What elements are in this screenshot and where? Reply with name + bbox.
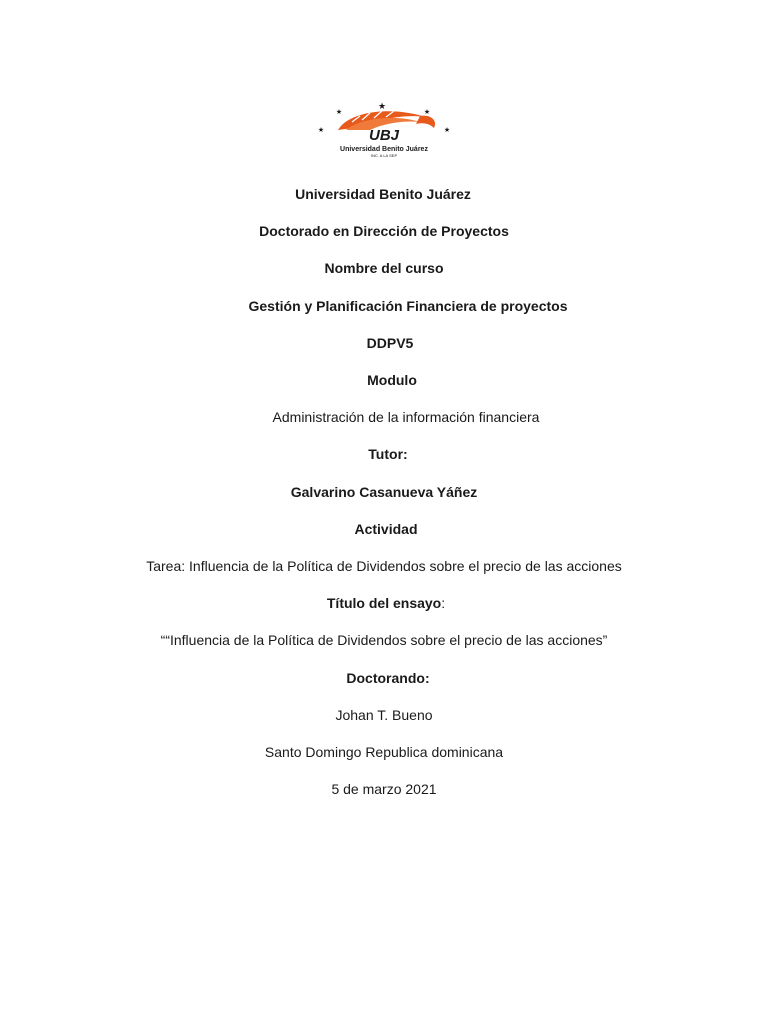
course-label: Nombre del curso [324, 260, 444, 276]
essay-label: Título del ensayo [326, 595, 442, 611]
svg-text:★: ★ [335, 109, 343, 116]
svg-text:★: ★ [377, 101, 387, 111]
university-logo [316, 100, 452, 160]
student-label: Doctorando: [346, 670, 430, 686]
logo-name: Universidad Benito Juárez [340, 146, 428, 153]
essay-title: ““Influencia de la Política de Dividendos sobre el precio de las acciones” [160, 632, 608, 648]
svg-text:★: ★ [423, 109, 431, 116]
student-name: Johan T. Bueno [335, 707, 433, 723]
logo-tagline: INC. A LA SEP [370, 153, 398, 158]
university-name: Universidad Benito Juárez [295, 186, 471, 202]
logo-monogram: UBJ [368, 127, 400, 144]
program-name: Doctorado en Dirección de Proyectos [259, 223, 509, 239]
course-name: Gestión y Planificación Financiera de proyectos [248, 298, 568, 314]
date: 5 de marzo 2021 [331, 781, 437, 797]
tutor-name: Galvarino Casanueva Yáñez [290, 484, 478, 500]
eagle-emblem [338, 111, 435, 144]
svg-text:★: ★ [443, 127, 451, 134]
location: Santo Domingo Republica dominicana [264, 744, 504, 760]
activity-label: Actividad [354, 521, 418, 537]
essay-label-line [2, 594, 768, 612]
module-label: Modulo [367, 372, 417, 388]
svg-text:★: ★ [317, 127, 325, 134]
activity-name: Tarea: Influencia de la Política de Dividendos sobre el precio de las acciones [146, 558, 622, 574]
tutor-label: Tutor: [368, 446, 408, 462]
module-name: Administración de la información financiera [272, 409, 540, 425]
essay-label-suffix: : [441, 595, 446, 611]
course-code: DDPV5 [366, 335, 414, 351]
